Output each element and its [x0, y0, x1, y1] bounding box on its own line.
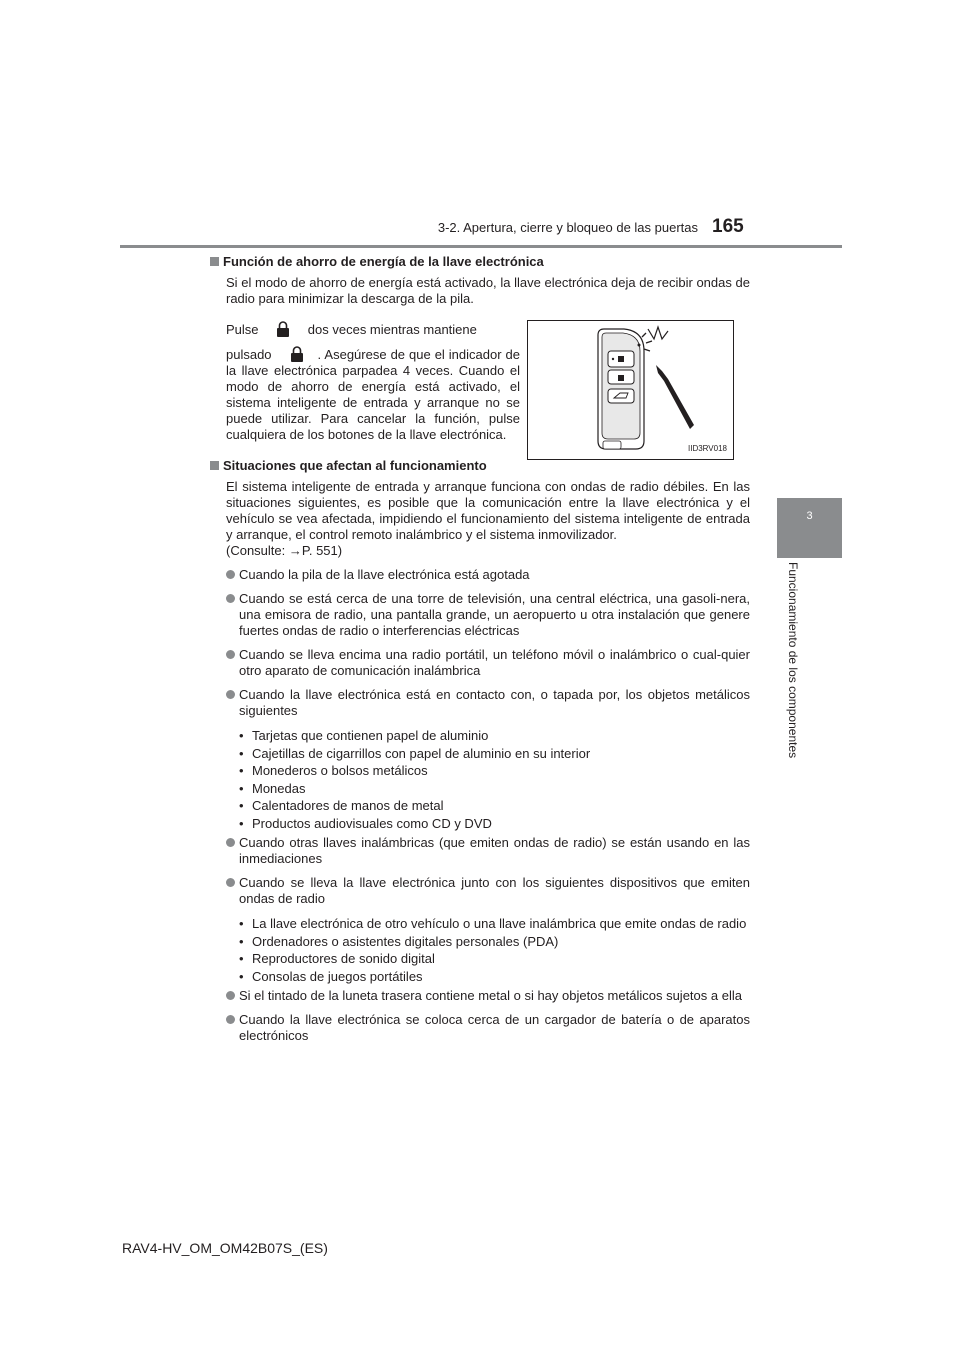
paragraph-situations-intro: El sistema inteligente de entrada y arranque funciona con ondas de radio débiles. En las situaciones siguientes, es posible que la comunicación entre la llave electrónica y el vehículo se vea afectada, impidiendo el funcionamiento del sistema inteligente de entrada y arranque, el control remoto inalámbrico y el sistema inmovilizador.: [226, 479, 750, 542]
header-rule: [120, 245, 842, 248]
consult-reference: (Consulte: →P. 551): [226, 543, 343, 558]
heading-square-marker: [210, 461, 219, 470]
chapter-tab-number: 3: [806, 510, 813, 522]
lock-icon: [290, 346, 304, 362]
smart-key-illustration: [528, 321, 733, 459]
list-item: • Productos audiovisuales como CD y DVD: [239, 815, 492, 831]
list-item: • Cajetillas de cigarrillos con papel de aluminio en su interior: [239, 745, 591, 761]
list-item: • Ordenadores o asistentes digitales personales (PDA): [239, 933, 559, 949]
list-item: Cuando la llave electrónica se coloca cerca de un cargador de batería o de aparatos electrónicos: [226, 1012, 750, 1044]
paragraph-energy-intro: Si el modo de ahorro de energía está activado, la llave electrónica deja de recibir ondas de radio para minimizar la descarga de la pila.: [226, 275, 750, 306]
list-item: Cuando la pila de la llave electrónica está agotada: [226, 567, 750, 583]
list-item: Cuando se está cerca de una torre de televisión, una central eléctrica, una gasoli-nera, una emisora de radio, una pantalla grande, un aeropuerto u otra instalación que genere fuertes ondas de radio o interferencias eléctricas: [226, 591, 750, 639]
list-item: • Reproductores de sonido digital: [239, 951, 435, 966]
devices-list: [210, 915, 750, 985]
list-item: Si el tintado de la luneta trasera contiene metal o si hay objetos metálicos sujetos a ella: [226, 988, 750, 1004]
page-number: 165: [712, 216, 744, 237]
chapter-title-vertical: [786, 562, 802, 787]
list-item: • Tarjetas que contienen papel de aluminio: [239, 728, 489, 743]
list-item: Cuando la llave electrónica está en contacto con, o tapada por, los objetos metálicos siguientes: [226, 687, 750, 719]
list-item: Cuando se lleva la llave electrónica junto con los siguientes dispositivos que emiten ondas de radio: [226, 875, 750, 907]
chapter-tab: [777, 498, 842, 558]
list-item: • La llave electrónica de otro vehículo o una llave inalámbrica que emite ondas de radio: [239, 916, 747, 931]
running-header-section: 3-2. Apertura, cierre y bloqueo de las puertas: [437, 220, 698, 235]
metal-objects-list: [210, 727, 750, 832]
heading-square-marker: [210, 257, 219, 266]
section-heading-energy-saving: Función de ahorro de energía de la llave electrónica: [210, 254, 750, 270]
list-item: • Monedas: [239, 780, 306, 796]
lock-icon: [276, 321, 290, 337]
document-code: RAV4-HV_OM_OM42B07S_(ES): [122, 1240, 328, 1256]
figure-id: IID3RV018: [688, 444, 727, 453]
list-item: • Consolas de juegos portátiles: [239, 968, 423, 984]
section-heading-situations: Situaciones que afectan al funcionamiento: [210, 458, 750, 474]
list-item: • Monederos o bolsos metálicos: [239, 763, 428, 778]
list-item: Cuando otras llaves inalámbricas (que emiten ondas de radio) se están usando en las inmediaciones: [226, 835, 750, 867]
list-item: Cuando se lleva encima una radio portátil, un teléfono móvil o inalámbrico o cual-quier otro aparato de comunicación inalámbrica: [226, 647, 750, 679]
energy-instructions: Pulse dos veces mientras mantiene pulsado . Asegúrese de que el indicador de la llave electrónica parpadea 4 veces. Cuando el modo de ahorro de energía está activado, el sistema inteligente de entrada y arranque no se puede utilizar. Para cancelar la función, pulse cualquiera de los botones de la llave electrónica.: [226, 322, 520, 442]
smart-key-figure: [527, 320, 734, 460]
list-item: • Calentadores de manos de metal: [239, 798, 444, 813]
chapter-title-text: Funcionamiento de los componentes: [786, 562, 800, 759]
